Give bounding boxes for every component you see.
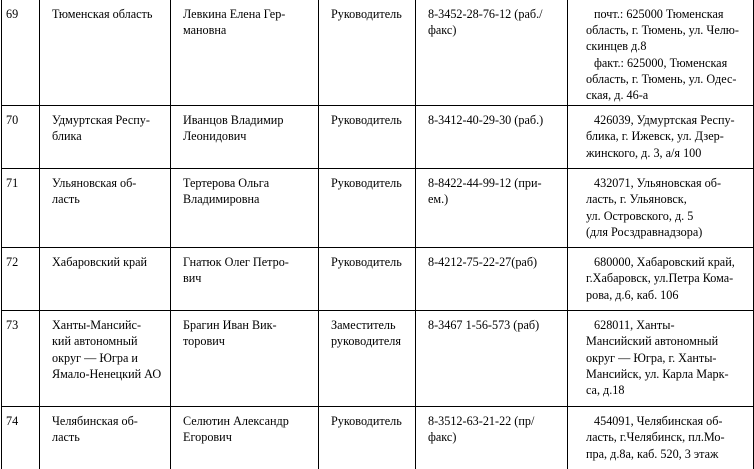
- region-cell: Хабаровский край: [40, 248, 171, 311]
- address-cell: 680000, Хабаровский край, г.Хабаровск, ул.Петра Кома- рова, д.6, каб. 106: [568, 248, 754, 311]
- contacts-table: [1, 0, 754, 469]
- region-cell: Ханты-Мансийс- кий автономный округ — Югра и Ямало-Ненецкий АО: [40, 311, 171, 407]
- address-cell: 432071, Ульяновская об- ласть, г. Ульяновск, ул. Островского, д. 5 (для Росздравнадзора): [568, 169, 754, 248]
- row-number: 74: [2, 407, 40, 469]
- address-cell: 426039, Удмуртская Респу- блика, г. Ижевск, ул. Дзер- жинского, д. 3, а/я 100: [568, 106, 754, 169]
- phone-cell: 8-3512-63-21-22 (пр/ факс): [416, 407, 568, 469]
- name-cell: Тертерова Ольга Владимировна: [171, 169, 319, 248]
- row-number: 69: [2, 0, 40, 106]
- table-row: [2, 407, 754, 469]
- role-cell: Руководитель: [319, 0, 416, 106]
- row-number: 72: [2, 248, 40, 311]
- region-cell: Ульяновская об- ласть: [40, 169, 171, 248]
- role-cell: Руководитель: [319, 407, 416, 469]
- phone-cell: 8-3467 1-56-573 (раб): [416, 311, 568, 407]
- address-cell: 628011, Ханты- Мансийский автономный округ — Югра, г. Ханты- Мансийск, ул. Карла Марк- са, д.18: [568, 311, 754, 407]
- role-cell: Руководитель: [319, 169, 416, 248]
- table-row: [2, 0, 754, 106]
- row-number: 71: [2, 169, 40, 248]
- phone-cell: 8-3412-40-29-30 (раб.): [416, 106, 568, 169]
- table-row: [2, 311, 754, 407]
- table-row: [2, 169, 754, 248]
- phone-cell: 8-3452-28-76-12 (раб./ факс): [416, 0, 568, 106]
- table-row: [2, 248, 754, 311]
- phone-cell: 8-4212-75-22-27(раб): [416, 248, 568, 311]
- name-cell: Гнатюк Олег Петро- вич: [171, 248, 319, 311]
- address-cell: 454091, Челябинская об- ласть, г.Челябинск, пл.Мо- пра, д.8а, каб. 520, 3 этаж: [568, 407, 754, 469]
- region-cell: Челябинская об- ласть: [40, 407, 171, 469]
- phone-cell: 8-8422-44-99-12 (при- ем.): [416, 169, 568, 248]
- name-cell: Брагин Иван Вик- торович: [171, 311, 319, 407]
- role-cell: Руководитель: [319, 248, 416, 311]
- name-cell: Селютин Александр Егорович: [171, 407, 319, 469]
- role-cell: Заместитель руководителя: [319, 311, 416, 407]
- region-cell: Тюменская область: [40, 0, 171, 106]
- name-cell: Левкина Елена Гер- мановна: [171, 0, 319, 106]
- name-cell: Иванцов Владимир Леонидович: [171, 106, 319, 169]
- region-cell: Удмуртская Респу- блика: [40, 106, 171, 169]
- role-cell: Руководитель: [319, 106, 416, 169]
- row-number: 70: [2, 106, 40, 169]
- row-number: 73: [2, 311, 40, 407]
- address-cell: почт.: 625000 Тюменская область, г. Тюмень, ул. Челю- скинцев д.8 факт.: 625000, Тюменская область, г. Тюмень, ул. Одес- ская, д. 46-а: [568, 0, 754, 106]
- table-row: [2, 106, 754, 169]
